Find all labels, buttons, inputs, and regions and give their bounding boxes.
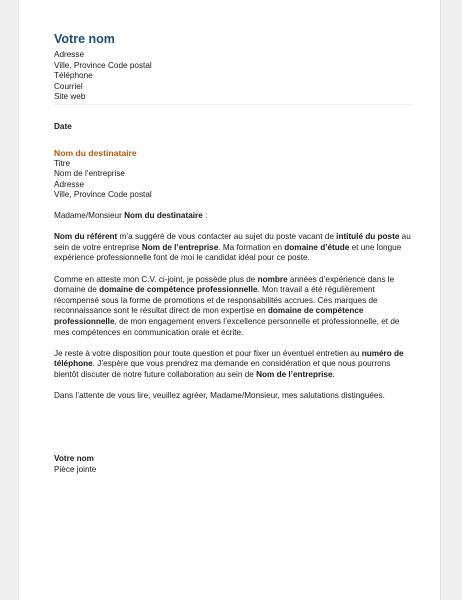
salutation[interactable]: Madame/Monsieur Nom du destinataire : <box>54 211 208 220</box>
sender-email[interactable]: Courriel <box>54 81 83 91</box>
recipient-city[interactable]: Ville, Province Code postal <box>54 190 152 200</box>
recipient-company[interactable]: Nom de l’entreprise <box>54 169 125 179</box>
paragraph-3[interactable]: Je reste à votre disposition pour toute question et pour fixer un éventuel entretien au numéro de téléphone. J’espère que vous prendrez ma demande en considération et que nous pourrons bientôt discuter de notre future collaboration au sein de Nom de l’entreprise. <box>54 348 404 379</box>
sender-city[interactable]: Ville, Province Code postal <box>54 60 152 70</box>
paragraph-2[interactable]: Comme en atteste mon C.V. ci-joint, je possède plus de nombre années d’expérience dans le domaine de domaine de compétence professionnelle. Mon travail a été régulièrement récompensé sous la forme de promotions et de responsabilités accrues. Ces marques de reconnaissance sont le résultat direct de mon expertise en domaine de compétence professionnelle, de mon engagement envers l’excellence personnelle et professionnelle, et de mes compétences en communication orale et écrite. <box>54 274 400 337</box>
recipient-block <box>54 148 152 201</box>
document-page <box>18 0 441 600</box>
closing-paragraph[interactable]: Dans l’attente de vous lire, veuillez agréer, Madame/Monsieur, mes salutations distinguées. <box>54 391 385 401</box>
recipient-address[interactable]: Adresse <box>54 179 85 189</box>
sender-website[interactable]: Site web <box>54 92 86 102</box>
sender-name[interactable]: Votre nom <box>54 32 115 46</box>
sender-phone[interactable]: Téléphone <box>54 71 93 81</box>
sender-address[interactable]: Adresse <box>54 50 85 59</box>
recipient-name[interactable]: Nom du destinataire <box>54 148 137 158</box>
sender-contact-block <box>54 50 152 103</box>
letter-content <box>54 211 412 412</box>
signature-name[interactable]: Votre nom <box>54 454 94 463</box>
letter-date[interactable]: Date <box>54 122 72 131</box>
paragraph-1[interactable]: Nom du référent m’a suggéré de vous contacter au sujet du poste vacant de intitulé du poste au sein de votre entreprise Nom de l’entreprise. Ma formation en domaine d’étude et une longue expérience professionnelle font de moi le candidat idéal pour ce poste. <box>54 232 411 263</box>
header-divider <box>54 104 412 105</box>
enclosure-note[interactable]: Pièce jointe <box>54 464 97 474</box>
signature-block <box>54 454 96 475</box>
recipient-title[interactable]: Titre <box>54 158 71 168</box>
